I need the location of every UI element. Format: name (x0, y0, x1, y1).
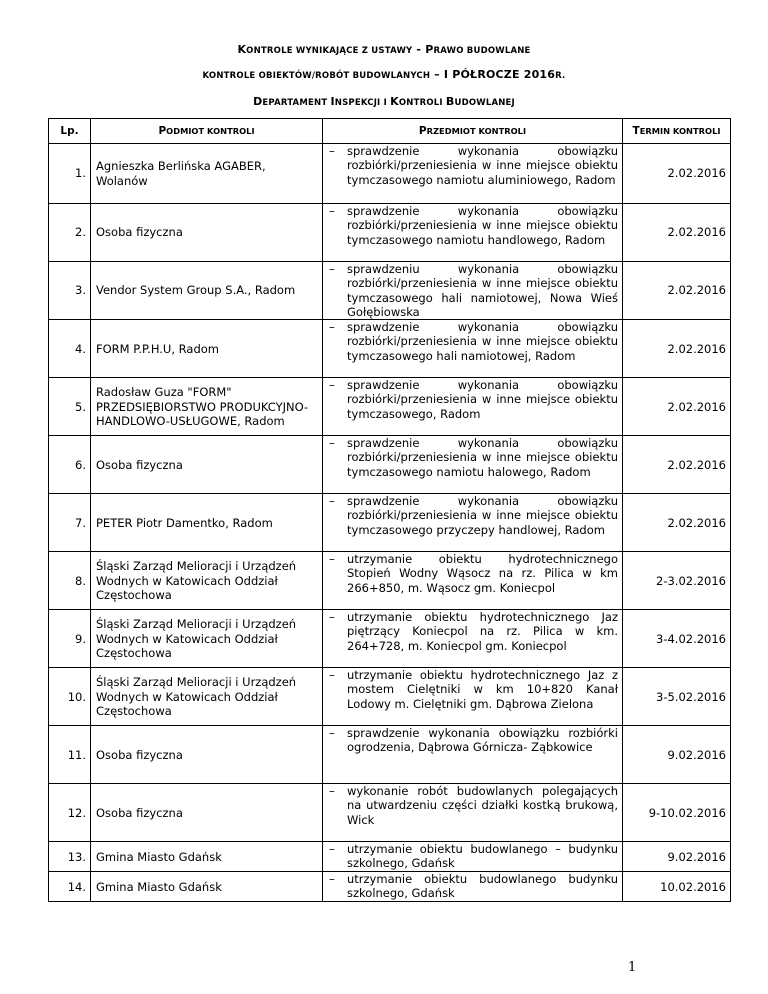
row-podmiot: Vendor System Group S.A., Radom (91, 262, 323, 320)
heading-law: KONTROLE WYNIKAJĄCE Z USTAWY - PRAWO BUDOWLANE (237, 43, 531, 56)
bullet-dash: – (329, 144, 335, 158)
table-row (49, 494, 731, 552)
row-przedmiot (323, 872, 623, 902)
table-row (49, 726, 731, 784)
row-termin: 9.02.2016 (623, 842, 731, 872)
przedmiot-text: sprawdzenie wykonania obowiązku rozbiórki/przeniesienia w inne miejsce obiektu tymczasowego namiotu halowego, Radom (347, 436, 618, 479)
row-podmiot: Radosław Guza "FORM" PRZEDSIĘBIORSTWO PRODUKCYJNO-HANDLOWO-USŁUGOWE, Radom (91, 378, 323, 436)
bullet-dash: – (329, 668, 335, 683)
przedmiot-text: sprawdzeniu wykonania obowiązku rozbiórki/przeniesienia w inne miejsce obiektu tymczasowego hali namiotowej, Nowa Wieś Gołębiowska (347, 262, 618, 319)
table-row (49, 784, 731, 842)
controls-table (48, 118, 731, 902)
przedmiot-text: utrzymanie obiektu budowlanego budynku szkolnego, Gdańsk (347, 872, 618, 901)
row-lp: 6. (49, 436, 91, 494)
row-podmiot: Śląski Zarząd Melioracji i Urządzeń Wodnych w Katowicach Oddział Częstochowa (91, 552, 323, 610)
table-row (49, 320, 731, 378)
table-row (49, 552, 731, 610)
bullet-dash: – (329, 872, 335, 887)
table-row (49, 668, 731, 726)
row-termin: 2.02.2016 (623, 320, 731, 378)
przedmiot-text: sprawdzenie wykonania obowiązku rozbiórki/przeniesienia w inne miejsce obiektu tymczasowego hali namiotowej, Radom (347, 320, 618, 363)
row-przedmiot (323, 204, 623, 262)
table-row (49, 262, 731, 320)
row-termin: 9-10.02.2016 (623, 784, 731, 842)
row-podmiot: Agnieszka Berlińska AGABER, Wolanów (91, 144, 323, 204)
row-lp: 11. (49, 726, 91, 784)
row-termin: 2-3.02.2016 (623, 552, 731, 610)
row-lp: 9. (49, 610, 91, 668)
row-podmiot: Osoba fizyczna (91, 726, 323, 784)
row-termin: 10.02.2016 (623, 872, 731, 902)
table-row (49, 610, 731, 668)
przedmiot-text: wykonanie robót budowlanych polegających na utwardzeniu części działki kostką brukową, Wick (347, 784, 618, 827)
przedmiot-text: sprawdzenie wykonania obowiązku rozbiórki/przeniesienia w inne miejsce obiektu tymczasowego namiotu aluminiowego, Radom (347, 144, 618, 187)
bullet-dash: – (329, 436, 335, 451)
table-row (49, 204, 731, 262)
row-przedmiot (323, 610, 623, 668)
bullet-dash: – (329, 784, 335, 799)
przedmiot-text: utrzymanie obiektu budowlanego – budynku szkolnego, Gdańsk (347, 842, 618, 871)
row-lp: 8. (49, 552, 91, 610)
bullet-dash: – (329, 204, 335, 218)
row-lp: 14. (49, 872, 91, 902)
row-przedmiot (323, 144, 623, 204)
table-row (49, 144, 731, 204)
przedmiot-text: sprawdzenie wykonania obowiązku rozbiórki/przeniesienia w inne miejsce obiektu tymczasowego namiotu handlowego, Radom (347, 204, 618, 247)
header-termin: TERMIN KONTROLI (623, 119, 731, 144)
table-header-row (49, 119, 731, 144)
row-termin: 9.02.2016 (623, 726, 731, 784)
row-przedmiot (323, 552, 623, 610)
table-row (49, 872, 731, 902)
row-przedmiot (323, 726, 623, 784)
row-termin: 2.02.2016 (623, 204, 731, 262)
table-row (49, 436, 731, 494)
row-lp: 10. (49, 668, 91, 726)
row-termin: 3-4.02.2016 (623, 610, 731, 668)
row-lp: 4. (49, 320, 91, 378)
przedmiot-text: sprawdzenie wykonania obowiązku rozbiórki/przeniesienia w inne miejsce obiektu tymczasowego przyczepy handlowej, Radom (347, 494, 618, 537)
row-lp: 5. (49, 378, 91, 436)
row-podmiot: Gmina Miasto Gdańsk (91, 842, 323, 872)
bullet-dash: – (329, 378, 335, 393)
row-podmiot: Śląski Zarząd Melioracji i Urządzeń Wodnych w Katowicach Oddział Częstochowa (91, 610, 323, 668)
row-termin: 2.02.2016 (623, 494, 731, 552)
bullet-dash: – (329, 842, 335, 857)
row-lp: 3. (49, 262, 91, 320)
row-podmiot: Śląski Zarząd Melioracji i Urządzeń Wodnych w Katowicach Oddział Częstochowa (91, 668, 323, 726)
row-termin: 2.02.2016 (623, 436, 731, 494)
row-podmiot: Osoba fizyczna (91, 784, 323, 842)
header-przedmiot: PRZEDMIOT KONTROLI (323, 119, 623, 144)
table-row (49, 842, 731, 872)
przedmiot-text: utrzymanie obiektu hydrotechnicznego Jaz piętrzący Koniecpol na rz. Pilica w km. 264+728, m. Koniecpol gm. Koniecpol (347, 610, 618, 653)
bullet-dash: – (329, 320, 335, 335)
row-przedmiot (323, 668, 623, 726)
przedmiot-text: utrzymanie obiektu hydrotechnicznego Jaz z mostem Cielętniki w km 10+820 Kanał Lodowy m. Cielętniki gm. Dąbrowa Zielona (347, 668, 618, 711)
row-lp: 13. (49, 842, 91, 872)
row-przedmiot (323, 262, 623, 320)
row-przedmiot (323, 784, 623, 842)
header-podmiot: PODMIOT KONTROLI (91, 119, 323, 144)
bullet-dash: – (329, 726, 335, 741)
row-podmiot: PETER Piotr Damentko, Radom (91, 494, 323, 552)
header-lp: Lp. (49, 119, 91, 144)
bullet-dash: – (329, 494, 335, 509)
row-lp: 1. (49, 144, 91, 204)
row-przedmiot (323, 842, 623, 872)
row-przedmiot (323, 436, 623, 494)
row-lp: 2. (49, 204, 91, 262)
przedmiot-text: utrzymanie obiektu hydrotechnicznego Stopień Wodny Wąsocz na rz. Pilica w km 266+850, m. Wąsocz gm. Koniecpol (347, 552, 618, 595)
bullet-dash: – (329, 262, 335, 276)
row-termin: 2.02.2016 (623, 144, 731, 204)
row-termin: 2.02.2016 (623, 378, 731, 436)
row-podmiot: Gmina Miasto Gdańsk (91, 872, 323, 902)
row-przedmiot (323, 378, 623, 436)
row-lp: 7. (49, 494, 91, 552)
row-termin: 2.02.2016 (623, 262, 731, 320)
bullet-dash: – (329, 610, 335, 625)
przedmiot-text: sprawdzenie wykonania obowiązku rozbiórki ogrodzenia, Dąbrowa Górnicza- Ząbkowice (347, 726, 618, 755)
page-number: 1 (628, 960, 637, 975)
heading-period: KONTROLE OBIEKTÓW/ROBÓT BUDOWLANYCH – I PÓŁROCZE 2016R. (202, 68, 566, 81)
row-podmiot: Osoba fizyczna (91, 204, 323, 262)
row-podmiot: Osoba fizyczna (91, 436, 323, 494)
row-podmiot: FORM P.P.H.U, Radom (91, 320, 323, 378)
heading-department: DEPARTAMENT INSPEKCJI I KONTROLI BUDOWLANEJ (253, 95, 515, 108)
przedmiot-text: sprawdzenie wykonania obowiązku rozbiórki/przeniesienia w inne miejsce obiektu tymczasowego, Radom (347, 378, 618, 421)
row-termin: 3-5.02.2016 (623, 668, 731, 726)
row-przedmiot (323, 494, 623, 552)
row-przedmiot (323, 320, 623, 378)
row-lp: 12. (49, 784, 91, 842)
bullet-dash: – (329, 552, 335, 567)
table-row (49, 378, 731, 436)
